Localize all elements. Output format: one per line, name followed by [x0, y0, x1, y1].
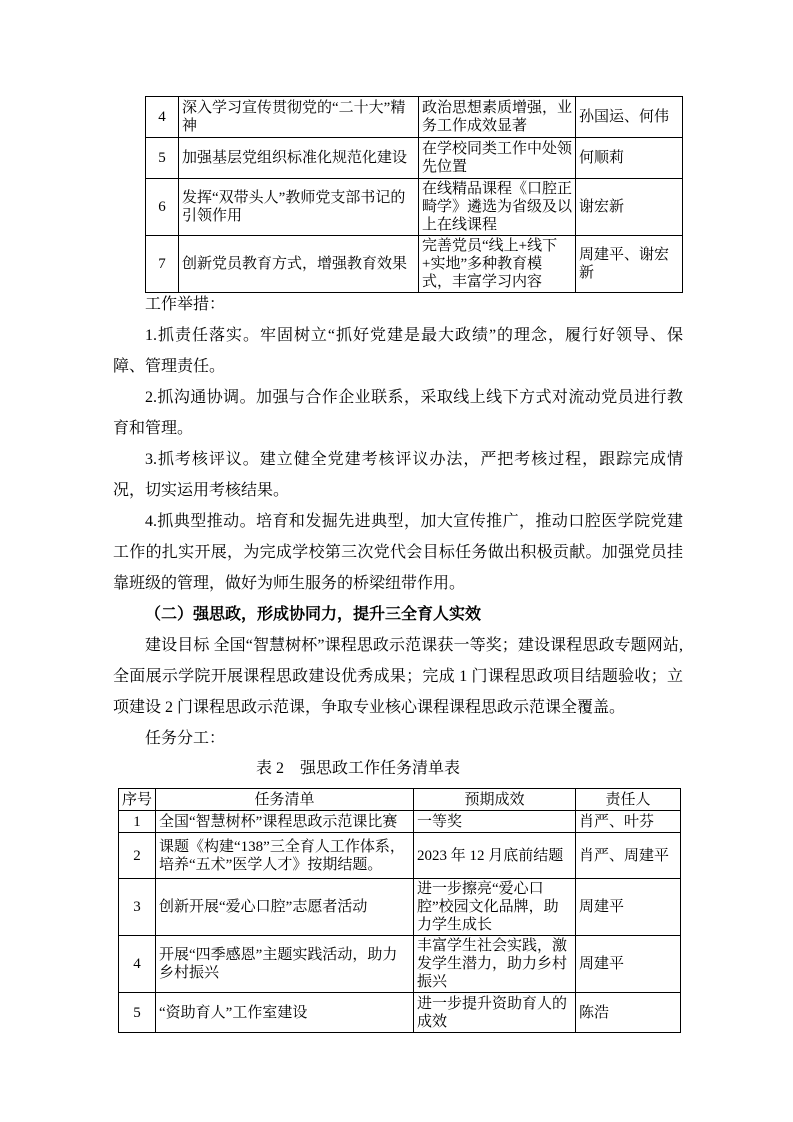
owner-cell: 周建平 — [576, 879, 681, 936]
table-header-row — [119, 789, 681, 811]
row-number: 7 — [146, 236, 179, 293]
header-owner: 责任人 — [576, 789, 681, 811]
effect-cell: 一等奖 — [414, 811, 576, 833]
owner-cell: 周建平 — [576, 936, 681, 993]
header-effect: 预期成效 — [414, 789, 576, 811]
header-task: 任务清单 — [156, 789, 414, 811]
task-cell: 创新党员教育方式，增强教育效果 — [179, 236, 419, 293]
task-cell: 深入学习宣传贯彻党的“二十大”精神 — [179, 97, 419, 138]
table-row — [146, 138, 683, 179]
row-number: 5 — [119, 993, 156, 1033]
owner-cell: 肖严、叶芬 — [576, 811, 681, 833]
task-cell: 创新开展“爱心口腔”志愿者活动 — [156, 879, 414, 936]
row-number: 2 — [119, 833, 156, 879]
row-number: 4 — [146, 97, 179, 138]
effect-cell: 进一步擦亮“爱心口腔”校园文化品牌，助力学生成长 — [414, 879, 576, 936]
effect-cell: 政治思想素质增强，业务工作成效显著 — [419, 97, 576, 138]
row-number: 5 — [146, 138, 179, 179]
header-no: 序号 — [119, 789, 156, 811]
effect-cell: 完善党员“线上+线下+实地”多种教育模式，丰富学习内容 — [419, 236, 576, 293]
owner-cell: 肖严、周建平 — [576, 833, 681, 879]
table-row — [119, 811, 681, 833]
task-cell: 开展“四季感恩”主题实践活动，助力乡村振兴 — [156, 936, 414, 993]
task-cell: 加强基层党组织标准化规范化建设 — [179, 138, 419, 179]
effect-cell: 2023 年 12 月底前结题 — [414, 833, 576, 879]
table-row — [119, 833, 681, 879]
effect-cell: 进一步提升资助育人的成效 — [414, 993, 576, 1033]
owner-cell: 何顺莉 — [576, 138, 683, 179]
table-row — [146, 179, 683, 236]
table-row — [146, 97, 683, 138]
paragraph-task-division-label: 任务分工： — [145, 730, 226, 747]
task-cell: 课题《构建“138”三全育人工作体系，培养“五术”医学人才》按期结题。 — [156, 833, 414, 879]
owner-cell: 陈浩 — [576, 993, 681, 1033]
owner-cell: 谢宏新 — [576, 179, 683, 236]
effect-cell: 丰富学生社会实践，激发学生潜力，助力乡村振兴 — [414, 936, 576, 993]
paragraph-work-measures-label: 工作举措： — [145, 296, 226, 313]
paragraph-measure-2: 2.抓沟通协调。加强与合作企业联系，采取线上线下方式对流动党员进行教育和管理。 — [113, 389, 683, 437]
owner-cell: 孙国运、何伟 — [576, 97, 683, 138]
row-number: 4 — [119, 936, 156, 993]
table-row — [146, 236, 683, 293]
row-number: 6 — [146, 179, 179, 236]
row-number: 3 — [119, 879, 156, 936]
paragraph-measure-1: 1.抓责任落实。牢固树立“抓好党建是最大政绩”的理念，履行好领导、保障、管理责任。 — [113, 327, 683, 375]
table-row — [119, 993, 681, 1033]
task-cell: 全国“智慧树杯”课程思政示范课比赛 — [156, 811, 414, 833]
row-number: 1 — [119, 811, 156, 833]
effect-cell: 在学校同类工作中处领先位置 — [419, 138, 576, 179]
paragraph-construction-goal: 建设目标 全国“智慧树杯”课程思政示范课获一等奖；建设课程思政专题网站,全面展示学院开展课程思政建设优秀成果；完成 1 门课程思政项目结题验收；立项建设 2 门课程思政示范课，争取专业核心课程课程思政示范课全覆盖。 — [113, 637, 683, 716]
paragraph-measure-3: 3.抓考核评议。建立健全党建考核评议办法，严把考核过程，跟踪完成情况，切实运用考核结果。 — [113, 451, 683, 499]
party-building-task-table — [145, 96, 683, 293]
task-cell: “资助育人”工作室建设 — [156, 993, 414, 1033]
owner-cell: 周建平、谢宏新 — [576, 236, 683, 293]
paragraph-measure-4: 4.抓典型推动。培育和发掘先进典型，加大宣传推广，推动口腔医学院党建工作的扎实开展，为完成学校第三次党代会目标任务做出积极贡献。加强党员挂靠班级的管理，做好为师生服务的桥梁纽带作用。 — [113, 513, 683, 592]
section-heading: （二）强思政，形成协同力，提升三全育人实效 — [145, 606, 482, 623]
task-cell: 发挥“双带头人”教师党支部书记的引领作用 — [179, 179, 419, 236]
body-text — [113, 289, 683, 754]
table-row — [119, 879, 681, 936]
table2-caption: 表 2 强思政工作任务清单表 — [255, 760, 460, 777]
ideology-task-table — [118, 788, 681, 1033]
table-row — [119, 936, 681, 993]
effect-cell: 在线精品课程《口腔正畸学》遴选为省级及以上在线课程 — [419, 179, 576, 236]
